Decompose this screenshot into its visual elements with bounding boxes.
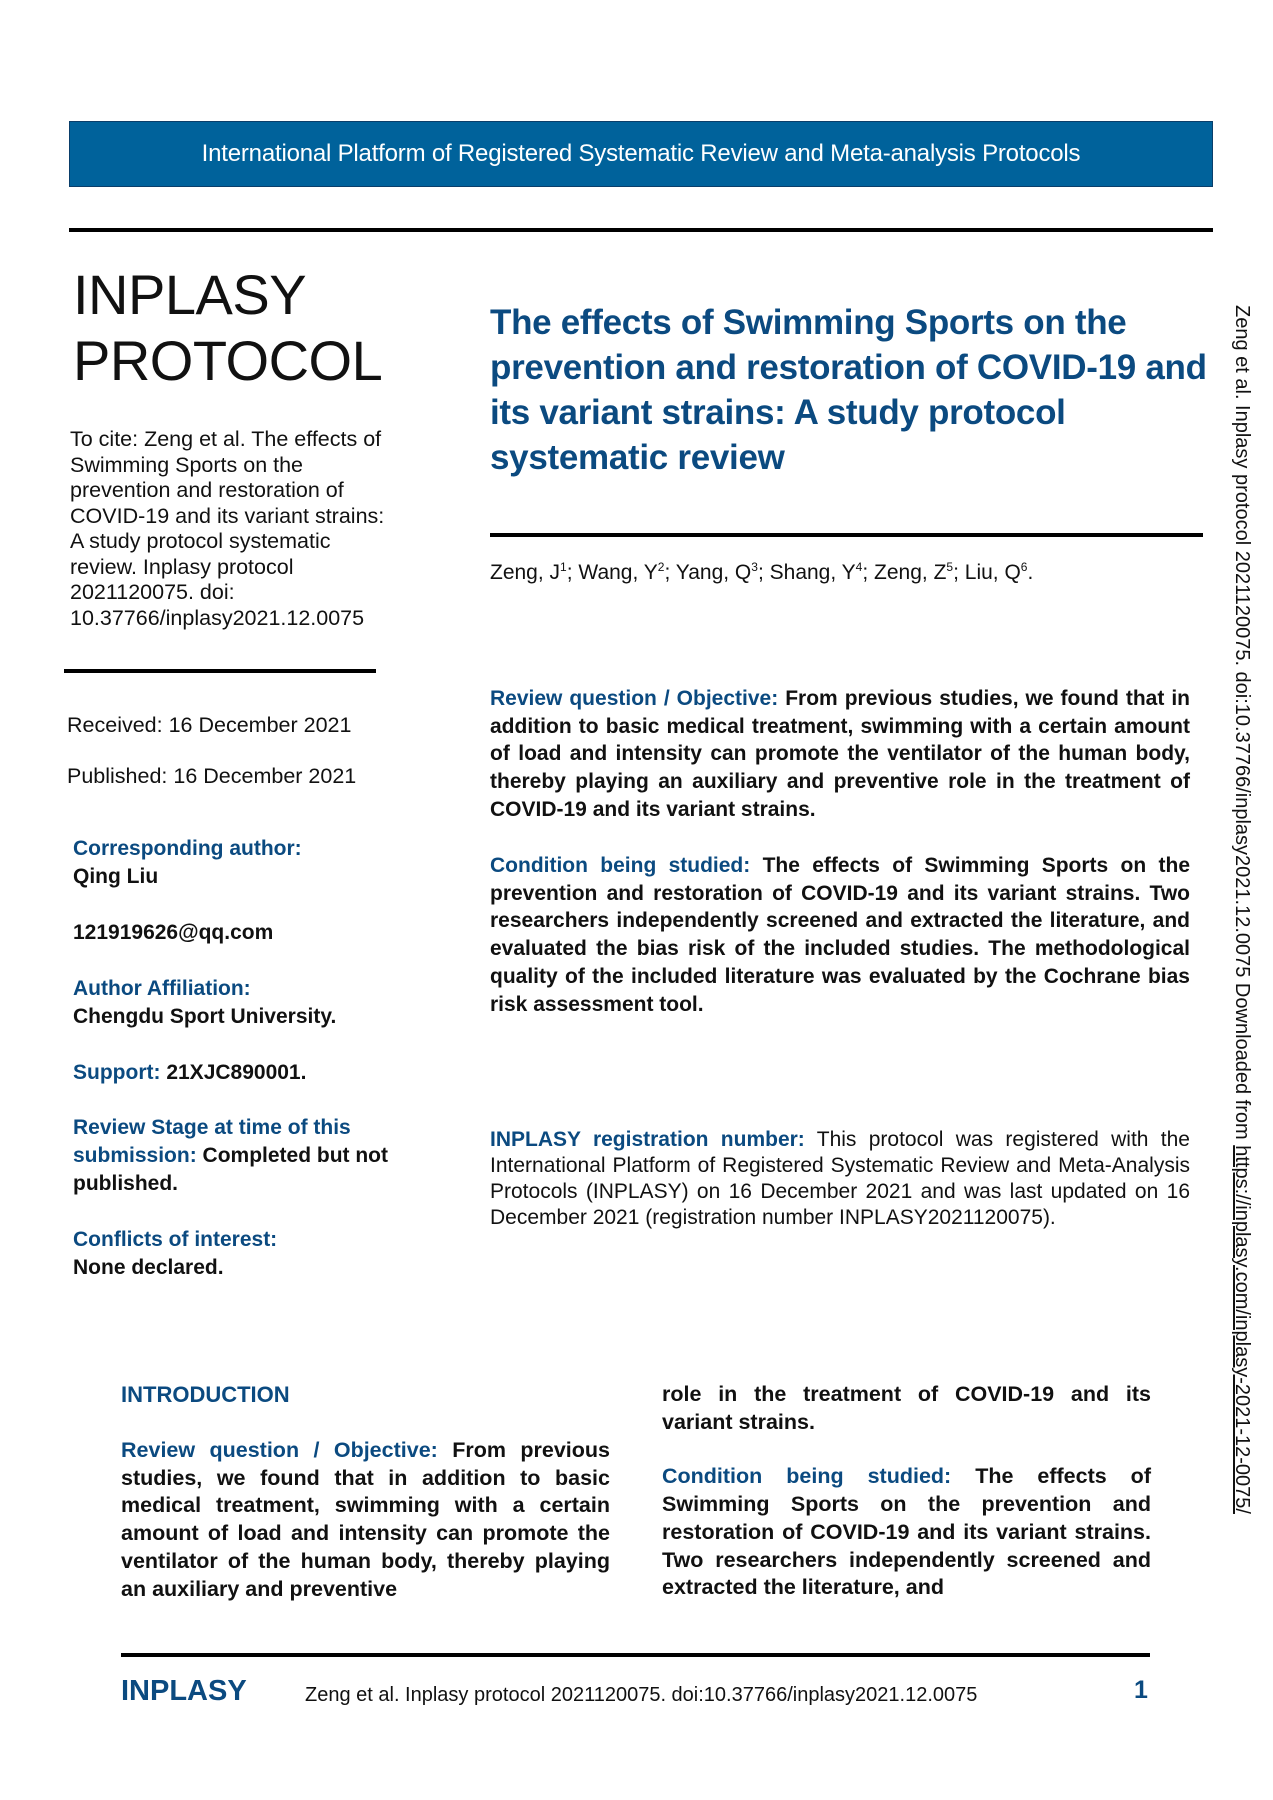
top-rule bbox=[69, 228, 1213, 232]
affiliation-label: Author Affiliation: bbox=[73, 977, 251, 1000]
author-affiliation-mark: 3 bbox=[751, 560, 758, 574]
intro-column-2 bbox=[662, 1381, 1151, 1602]
author-affiliation-mark: 2 bbox=[657, 560, 665, 574]
author-affiliation-mark: 6 bbox=[1020, 560, 1028, 574]
author-affiliation bbox=[73, 975, 413, 1031]
conflicts bbox=[73, 1226, 413, 1282]
received-date: Received: 16 December 2021 bbox=[67, 713, 352, 737]
author-email[interactable]: 121919626@qq.com bbox=[73, 921, 274, 944]
conflicts-label: Conflicts of interest: bbox=[73, 1228, 278, 1251]
published-date: Published: 16 December 2021 bbox=[67, 764, 357, 788]
intro-objective-continued: role in the treatment of COVID-19 and its variant strains. bbox=[662, 1382, 1151, 1434]
author: Wang, Y bbox=[578, 561, 658, 584]
corresponding-author bbox=[73, 835, 413, 891]
author: Zeng, J bbox=[490, 561, 561, 584]
registration-text: This protocol was registered with the International Platform of Registered Systematic Review and Meta-Analysis Protocols (INPLASY) on 16 December 2021 and was last updated on 16 December 2021 (registration number INPLASY2021120075). bbox=[490, 1128, 1190, 1229]
masthead bbox=[73, 262, 382, 394]
banner-text: International Platform of Registered Systematic Review and Meta-analysis Protocols bbox=[201, 140, 1081, 167]
registration-label: INPLASY registration number: bbox=[490, 1128, 805, 1151]
objective-label: Review question / Objective: bbox=[490, 687, 779, 710]
abstract-objective bbox=[490, 685, 1190, 824]
condition-text: The effects of Swimming Sports on the prevention and restoration of COVID-19 and its variant strains. Two researchers independently screened and extracted the literature, and evaluated the bias risk of the included studies. The methodological quality of the included literature was evaluated by the Cochrane bias risk assessment tool. bbox=[490, 854, 1191, 1016]
margin-note-text: Zeng et al. Inplasy protocol 2021120075. doi:10.37766/inplasy2021.12.0075 Downloaded from bbox=[1231, 305, 1253, 1146]
intro-condition-text: The effects of Swimming Sports on the prevention and restoration of COVID-19 and its variant strains. Two researchers independently screened and extracted the literature, and bbox=[662, 1464, 1151, 1600]
author-list: Zeng, $J^1$; Wang, $Y^2$; Yang, $Q^3$; Shang, $Y^4$; Zeng, $Z^5$; Liu, $Q^6$. bbox=[490, 560, 1034, 584]
intro-objective-label: Review question / Objective: bbox=[121, 1438, 438, 1462]
support-label: Support: bbox=[73, 1061, 161, 1084]
intro-objective bbox=[121, 1437, 610, 1603]
conflicts-value: None declared. bbox=[73, 1256, 224, 1279]
intro-objective-text: From previous studies, we found that in addition to basic medical treatment, swimming with a certain amount of load and intensity can promote the ventilator of the human body, thereby playing an auxiliary and preventive bbox=[121, 1438, 610, 1601]
article-title: The effects of Swimming Sports on the prevention and restoration of COVID-19 and its variant strains: A study protocol systematic review bbox=[490, 303, 1207, 477]
author: Liu, Q bbox=[964, 561, 1021, 584]
intro-condition-label: Condition being studied: bbox=[662, 1464, 952, 1489]
cite-rule bbox=[64, 669, 376, 673]
header-banner bbox=[69, 121, 1213, 187]
footer-logo: INPLASY bbox=[121, 1675, 247, 1707]
author-affiliation-mark: 5 bbox=[946, 560, 954, 574]
margin-note bbox=[1230, 305, 1253, 1514]
author-affiliation-mark: 4 bbox=[855, 560, 863, 574]
affiliation-value: Chengdu Sport University. bbox=[73, 1005, 337, 1028]
author: Shang, Y bbox=[769, 561, 856, 584]
condition-label: Condition being studied: bbox=[490, 854, 751, 877]
stage-label: Review Stage at time of this submission: bbox=[73, 1116, 351, 1167]
intro-condition bbox=[662, 1463, 1151, 1602]
review-stage bbox=[73, 1114, 393, 1198]
cite-text: To cite: Zeng et al. The effects of Swimming Sports on the prevention and restoration of COVID-19 and its variant strains: A study protocol systematic review. Inplasy protocol 2021120075. doi: 10.37766/inplasy2021.12.0075 bbox=[70, 427, 385, 630]
footer-citation: Zeng et al. Inplasy protocol 2021120075. doi:10.37766/inplasy2021.12.0075 bbox=[305, 1684, 978, 1706]
support-value: 21XJC890001. bbox=[166, 1061, 307, 1084]
corresponding-label: Corresponding author: bbox=[73, 837, 302, 860]
masthead-line2: PROTOCOL bbox=[73, 329, 383, 392]
title-rule bbox=[490, 533, 1203, 537]
footer-rule bbox=[121, 1653, 1150, 1657]
objective-text: From previous studies, we found that in addition to basic medical treatment, swimming with a certain amount of load and intensity can promote the ventilator of the human body, thereby playing an auxiliary and preventive role in the treatment of COVID-19 and its variant strains. bbox=[490, 687, 1190, 821]
masthead-line1: INPLASY bbox=[73, 263, 307, 326]
abstract-registration bbox=[490, 1127, 1190, 1231]
page-number: 1 bbox=[1134, 1676, 1148, 1704]
author-affiliation-mark: 1 bbox=[560, 560, 567, 574]
stage-value: Completed but not published. bbox=[73, 1144, 389, 1195]
corresponding-name: Qing Liu bbox=[73, 865, 159, 888]
author: Yang, Q bbox=[675, 561, 752, 584]
support bbox=[73, 1059, 413, 1087]
abstract-condition bbox=[490, 852, 1190, 1018]
intro-heading: INTRODUCTION bbox=[121, 1382, 290, 1407]
author: Zeng, Z bbox=[874, 561, 947, 584]
download-link[interactable]: https://inplasy.com/inplasy-2021-12-0075/ bbox=[1231, 1145, 1253, 1514]
